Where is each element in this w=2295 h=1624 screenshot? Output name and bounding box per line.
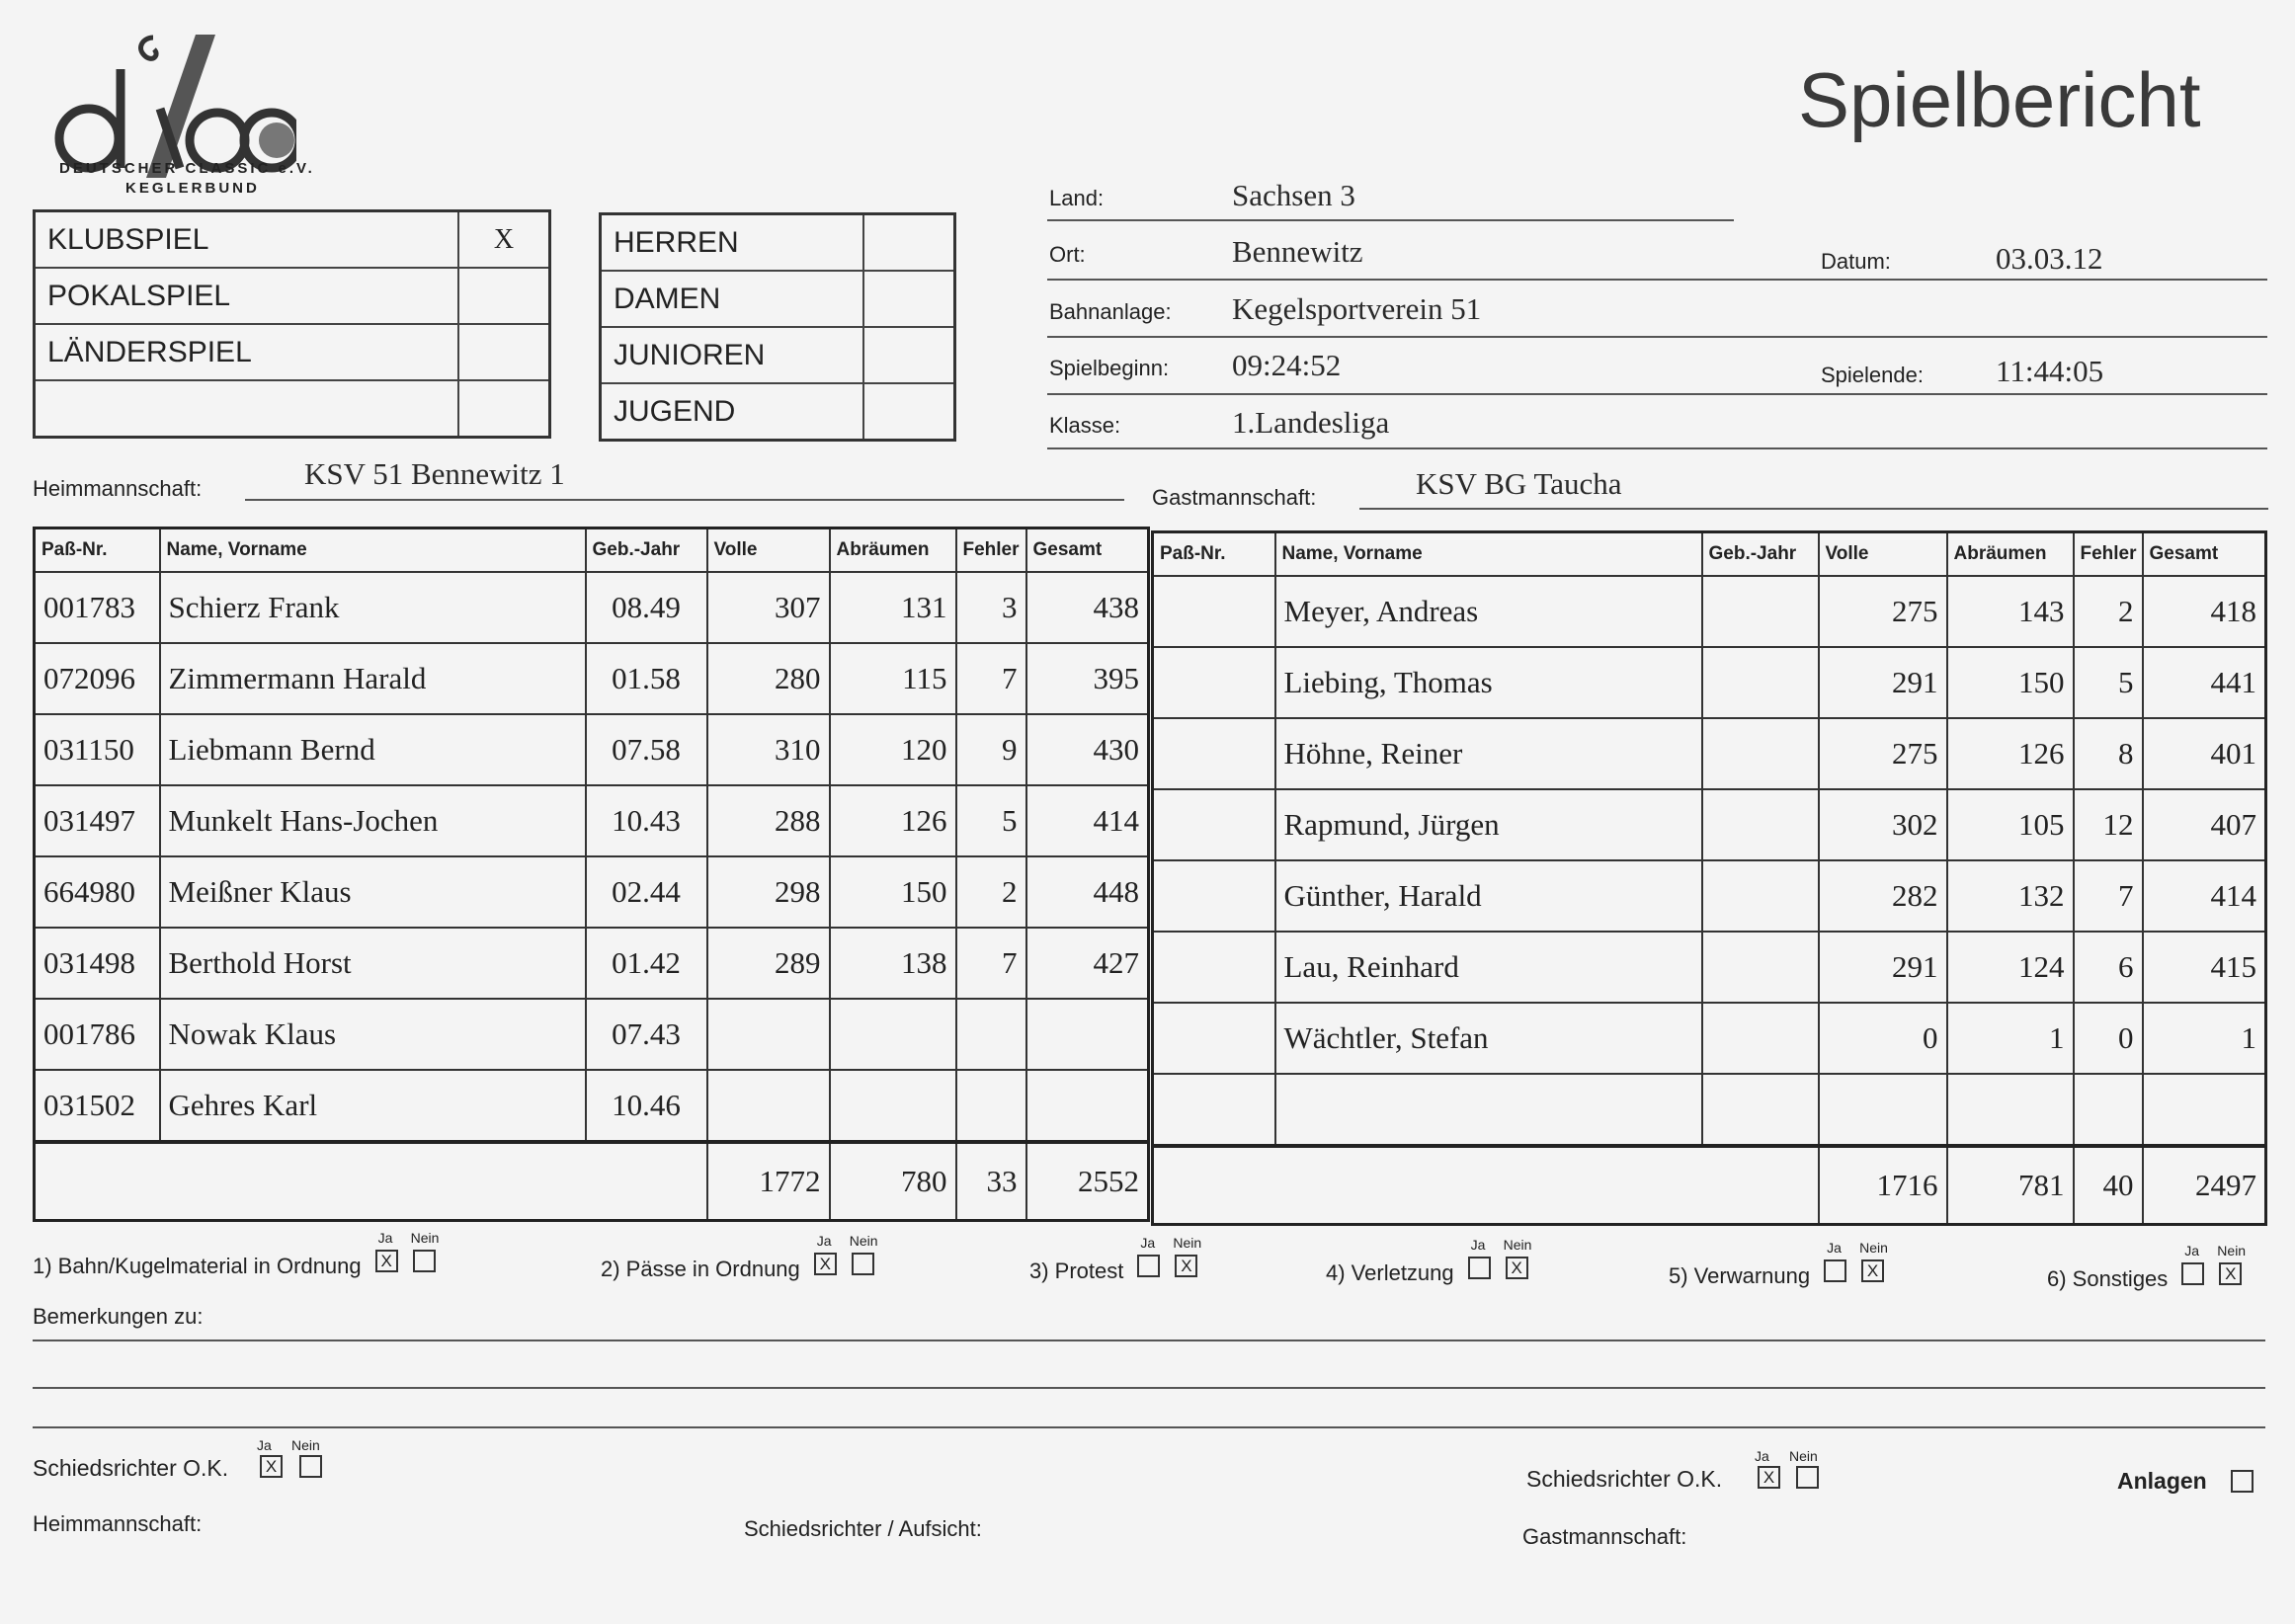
land-label: Land: bbox=[1049, 186, 1105, 210]
guest-cell[interactable]: 126 bbox=[1947, 718, 2074, 789]
page-title: Spielbericht bbox=[1798, 56, 2201, 143]
check-label: 2) Pässe in Ordnung bbox=[601, 1257, 800, 1281]
home-header: Abräumen bbox=[830, 528, 956, 573]
home-cell[interactable]: 10.43 bbox=[586, 785, 707, 856]
guest-cell[interactable] bbox=[2074, 1074, 2143, 1146]
home-cell[interactable]: Nowak Klaus bbox=[160, 999, 586, 1070]
guest-total-cell[interactable]: 40 bbox=[2074, 1146, 2143, 1225]
guest-row bbox=[1153, 789, 2266, 860]
guest-cell[interactable]: Höhne, Reiner bbox=[1275, 718, 1702, 789]
guest-header: Name, Vorname bbox=[1275, 532, 1702, 577]
category-box bbox=[599, 212, 956, 442]
guest-totals-blank bbox=[1153, 1146, 1819, 1225]
guest-row bbox=[1153, 718, 2266, 789]
guest-cell[interactable]: 275 bbox=[1819, 718, 1947, 789]
home-cell[interactable]: 9 bbox=[956, 714, 1026, 785]
guest-cell[interactable]: 1 bbox=[1947, 1003, 2074, 1074]
home-cell[interactable]: Liebmann Bernd bbox=[160, 714, 586, 785]
guest-total-cell[interactable]: 2497 bbox=[2143, 1146, 2266, 1225]
home-header: Volle bbox=[707, 528, 830, 573]
nein-label: Nein bbox=[1859, 1240, 1888, 1256]
check-label: 4) Verletzung bbox=[1326, 1260, 1454, 1285]
guest-cell[interactable] bbox=[2143, 1074, 2266, 1146]
home-cell[interactable]: 120 bbox=[830, 714, 956, 785]
home-cell[interactable] bbox=[707, 999, 830, 1070]
home-cell[interactable]: 5 bbox=[956, 785, 1026, 856]
home-cell[interactable]: 07.43 bbox=[586, 999, 707, 1070]
home-cell[interactable] bbox=[1026, 1070, 1149, 1142]
guest-cell[interactable] bbox=[1153, 932, 1275, 1003]
home-cell[interactable]: 288 bbox=[707, 785, 830, 856]
guest-cell[interactable]: 12 bbox=[2074, 789, 2143, 860]
nein-label: Nein bbox=[291, 1437, 320, 1453]
home-cell[interactable] bbox=[956, 999, 1026, 1070]
game-type-mark[interactable] bbox=[458, 324, 550, 380]
home-cell[interactable]: Meißner Klaus bbox=[160, 856, 586, 928]
guest-cell[interactable] bbox=[1275, 1074, 1702, 1146]
sign-guest-label: Gastmannschaft: bbox=[1522, 1524, 1687, 1549]
ort-label: Ort: bbox=[1049, 242, 1086, 267]
guest-cell[interactable] bbox=[1153, 789, 1275, 860]
ja-label: Ja bbox=[377, 1230, 393, 1246]
guest-cell[interactable] bbox=[1702, 932, 1819, 1003]
guest-cell[interactable]: 291 bbox=[1819, 647, 1947, 718]
guest-cell[interactable]: 282 bbox=[1819, 860, 1947, 932]
home-cell[interactable] bbox=[1026, 999, 1149, 1070]
guest-cell[interactable]: 0 bbox=[2074, 1003, 2143, 1074]
nein-label: Nein bbox=[2217, 1243, 2247, 1259]
home-cell[interactable]: 7 bbox=[956, 928, 1026, 999]
guest-cell[interactable]: 1 bbox=[2143, 1003, 2266, 1074]
referee-nein-checkbox[interactable] bbox=[1796, 1466, 1819, 1489]
game-type-mark[interactable] bbox=[458, 268, 550, 324]
home-team-name[interactable]: KSV 51 Bennewitz 1 bbox=[304, 456, 565, 491]
game-type-label bbox=[35, 380, 459, 438]
check-label: 3) Protest bbox=[1029, 1259, 1124, 1283]
home-cell[interactable]: 031502 bbox=[35, 1070, 160, 1142]
home-cell[interactable]: 10.46 bbox=[586, 1070, 707, 1142]
home-cell[interactable]: Zimmermann Harald bbox=[160, 643, 586, 714]
category-label: HERREN bbox=[601, 214, 864, 272]
ja-label: Ja bbox=[1755, 1448, 1769, 1464]
guest-cell[interactable]: 105 bbox=[1947, 789, 2074, 860]
nein-label: Nein bbox=[410, 1230, 440, 1246]
home-cell[interactable]: 7 bbox=[956, 643, 1026, 714]
nein-checkbox[interactable]: X bbox=[1506, 1257, 1528, 1279]
guest-cell[interactable] bbox=[1153, 718, 1275, 789]
bahnanlage-value[interactable]: Kegelsportverein 51 bbox=[1232, 291, 1482, 326]
sign-home-label: Heimmannschaft: bbox=[33, 1511, 203, 1536]
referee-nein-checkbox[interactable] bbox=[299, 1455, 322, 1478]
home-cell[interactable]: 001783 bbox=[35, 572, 160, 643]
game-type-mark[interactable]: X bbox=[458, 211, 550, 269]
home-row bbox=[35, 643, 1149, 714]
guest-total-cell[interactable]: 781 bbox=[1947, 1146, 2074, 1225]
home-cell[interactable]: 310 bbox=[707, 714, 830, 785]
guest-team-name[interactable]: KSV BG Taucha bbox=[1416, 466, 1622, 501]
datum-label: Datum: bbox=[1821, 249, 1891, 274]
category-label: JUNIOREN bbox=[601, 327, 864, 383]
home-row bbox=[35, 714, 1149, 785]
logo-line2: KEGLERBUND bbox=[125, 180, 260, 197]
guest-cell[interactable]: 275 bbox=[1819, 576, 1947, 647]
referee-ja-checkbox[interactable]: X bbox=[260, 1455, 283, 1478]
guest-cell[interactable] bbox=[1947, 1074, 2074, 1146]
referee-ja-checkbox[interactable]: X bbox=[1758, 1466, 1780, 1489]
home-cell[interactable]: 430 bbox=[1026, 714, 1149, 785]
guest-header: Gesamt bbox=[2143, 532, 2266, 577]
referee-ok-label: Schiedsrichter O.K. bbox=[33, 1455, 229, 1481]
game-type-label: KLUBSPIEL bbox=[35, 211, 459, 269]
ort-value[interactable]: Bennewitz bbox=[1232, 234, 1363, 269]
bahnanlage-label: Bahnanlage: bbox=[1049, 299, 1172, 324]
guest-team-label: Gastmannschaft: bbox=[1152, 485, 1317, 510]
home-cell[interactable]: Gehres Karl bbox=[160, 1070, 586, 1142]
category-mark[interactable] bbox=[863, 327, 955, 383]
home-cell[interactable] bbox=[830, 999, 956, 1070]
guest-row bbox=[1153, 932, 2266, 1003]
guest-cell[interactable]: 143 bbox=[1947, 576, 2074, 647]
ja-checkbox[interactable]: X bbox=[814, 1253, 837, 1275]
nein-label: Nein bbox=[1173, 1235, 1202, 1251]
home-total-cell[interactable]: 2552 bbox=[1026, 1142, 1149, 1221]
ja-label: Ja bbox=[257, 1437, 272, 1453]
home-cell[interactable]: 150 bbox=[830, 856, 956, 928]
home-team-label: Heimmannschaft: bbox=[33, 476, 203, 501]
spielende-label: Spielende: bbox=[1821, 363, 1924, 387]
guest-totals-row bbox=[1153, 1146, 2266, 1225]
home-total-cell[interactable]: 33 bbox=[956, 1142, 1026, 1221]
guest-cell[interactable]: 5 bbox=[2074, 647, 2143, 718]
home-row bbox=[35, 572, 1149, 643]
category-mark[interactable] bbox=[863, 383, 955, 441]
home-cell[interactable]: 298 bbox=[707, 856, 830, 928]
guest-cell[interactable]: Wächtler, Stefan bbox=[1275, 1003, 1702, 1074]
home-totals-row bbox=[35, 1142, 1149, 1221]
guest-cell[interactable] bbox=[1702, 1074, 1819, 1146]
home-header: Geb.-Jahr bbox=[586, 528, 707, 573]
check-item bbox=[1029, 1235, 1202, 1285]
guest-cell[interactable] bbox=[1702, 860, 1819, 932]
guest-cell[interactable] bbox=[1153, 860, 1275, 932]
guest-cell[interactable]: Liebing, Thomas bbox=[1275, 647, 1702, 718]
home-header: Paß-Nr. bbox=[35, 528, 160, 573]
home-cell[interactable] bbox=[830, 1070, 956, 1142]
category-mark[interactable] bbox=[863, 214, 955, 272]
guest-cell[interactable] bbox=[1819, 1074, 1947, 1146]
guest-cell[interactable]: 150 bbox=[1947, 647, 2074, 718]
guest-cell[interactable] bbox=[1153, 647, 1275, 718]
check-label: 6) Sonstiges bbox=[2047, 1266, 2169, 1291]
check-item bbox=[33, 1230, 440, 1280]
home-cell[interactable]: 02.44 bbox=[586, 856, 707, 928]
guest-cell[interactable]: 8 bbox=[2074, 718, 2143, 789]
home-cell[interactable]: 307 bbox=[707, 572, 830, 643]
guest-row bbox=[1153, 576, 2266, 647]
home-cell[interactable]: Schierz Frank bbox=[160, 572, 586, 643]
check-item bbox=[2047, 1243, 2247, 1293]
home-cell[interactable]: 664980 bbox=[35, 856, 160, 928]
home-totals-blank bbox=[35, 1142, 707, 1221]
guest-header: Volle bbox=[1819, 532, 1947, 577]
guest-cell[interactable]: 124 bbox=[1947, 932, 2074, 1003]
ja-checkbox[interactable] bbox=[1468, 1257, 1491, 1279]
guest-cell[interactable]: Rapmund, Jürgen bbox=[1275, 789, 1702, 860]
guest-cell[interactable] bbox=[1153, 1003, 1275, 1074]
nein-checkbox[interactable] bbox=[413, 1250, 436, 1272]
spielbeginn-value[interactable]: 09:24:52 bbox=[1232, 348, 1342, 382]
ja-checkbox[interactable] bbox=[2181, 1262, 2204, 1285]
home-cell[interactable]: 448 bbox=[1026, 856, 1149, 928]
home-header: Fehler bbox=[956, 528, 1026, 573]
guest-cell[interactable] bbox=[1702, 1003, 1819, 1074]
guest-cell[interactable] bbox=[1153, 1074, 1275, 1146]
home-cell[interactable]: 115 bbox=[830, 643, 956, 714]
home-row bbox=[35, 856, 1149, 928]
nein-checkbox[interactable]: X bbox=[1175, 1255, 1197, 1277]
home-cell[interactable] bbox=[707, 1070, 830, 1142]
home-cell[interactable]: 280 bbox=[707, 643, 830, 714]
guest-cell[interactable]: 418 bbox=[2143, 576, 2266, 647]
check-item bbox=[1669, 1240, 1888, 1290]
home-cell[interactable]: 01.42 bbox=[586, 928, 707, 999]
anlagen-label: Anlagen bbox=[2117, 1468, 2207, 1494]
logo-line1: DEUTSCHER CLASSIC e.V. bbox=[59, 160, 315, 177]
nein-label: Nein bbox=[849, 1233, 878, 1249]
klasse-value[interactable]: 1.Landesliga bbox=[1232, 405, 1390, 440]
ja-checkbox[interactable]: X bbox=[375, 1250, 398, 1272]
nein-label: Nein bbox=[1503, 1237, 1532, 1253]
home-header: Name, Vorname bbox=[160, 528, 586, 573]
home-cell[interactable]: 427 bbox=[1026, 928, 1149, 999]
guest-cell[interactable]: 7 bbox=[2074, 860, 2143, 932]
home-cell[interactable]: 031150 bbox=[35, 714, 160, 785]
klasse-label: Klasse: bbox=[1049, 413, 1121, 438]
spielbeginn-label: Spielbeginn: bbox=[1049, 356, 1170, 380]
guest-header: Fehler bbox=[2074, 532, 2143, 577]
home-cell[interactable]: 414 bbox=[1026, 785, 1149, 856]
home-cell[interactable]: 138 bbox=[830, 928, 956, 999]
guest-cell[interactable] bbox=[1702, 576, 1819, 647]
guest-cell[interactable]: Lau, Reinhard bbox=[1275, 932, 1702, 1003]
category-label: DAMEN bbox=[601, 271, 864, 327]
land-value[interactable]: Sachsen 3 bbox=[1232, 178, 1355, 212]
home-total-cell[interactable]: 1772 bbox=[707, 1142, 830, 1221]
check-label: 5) Verwarnung bbox=[1669, 1263, 1811, 1288]
home-row bbox=[35, 1070, 1149, 1142]
nein-checkbox[interactable]: X bbox=[2219, 1262, 2242, 1285]
guest-cell[interactable]: 407 bbox=[2143, 789, 2266, 860]
ja-checkbox[interactable] bbox=[1137, 1255, 1160, 1277]
guest-cell[interactable]: 441 bbox=[2143, 647, 2266, 718]
guest-header: Geb.-Jahr bbox=[1702, 532, 1819, 577]
home-cell[interactable]: 072096 bbox=[35, 643, 160, 714]
home-cell[interactable]: 07.58 bbox=[586, 714, 707, 785]
home-cell[interactable]: 131 bbox=[830, 572, 956, 643]
home-cell[interactable]: 2 bbox=[956, 856, 1026, 928]
home-cell[interactable]: 001786 bbox=[35, 999, 160, 1070]
anlagen-checkbox[interactable] bbox=[2231, 1470, 2254, 1493]
guest-cell[interactable]: Günther, Harald bbox=[1275, 860, 1702, 932]
home-total-cell[interactable]: 780 bbox=[830, 1142, 956, 1221]
home-row bbox=[35, 999, 1149, 1070]
check-item bbox=[601, 1233, 878, 1283]
game-type-box bbox=[33, 209, 551, 439]
guest-row bbox=[1153, 1074, 2266, 1146]
home-cell[interactable]: 395 bbox=[1026, 643, 1149, 714]
home-cell[interactable]: 289 bbox=[707, 928, 830, 999]
home-cell[interactable]: Berthold Horst bbox=[160, 928, 586, 999]
ja-label: Ja bbox=[1470, 1237, 1486, 1253]
guest-row bbox=[1153, 860, 2266, 932]
guest-cell[interactable] bbox=[1153, 576, 1275, 647]
ja-label: Ja bbox=[1827, 1240, 1842, 1256]
spielende-value[interactable]: 11:44:05 bbox=[1996, 354, 2104, 388]
guest-cell[interactable]: 0 bbox=[1819, 1003, 1947, 1074]
guest-cell[interactable]: Meyer, Andreas bbox=[1275, 576, 1702, 647]
ja-label: Ja bbox=[2184, 1243, 2200, 1259]
check-label: 1) Bahn/Kugelmaterial in Ordnung bbox=[33, 1254, 362, 1278]
guest-cell[interactable]: 415 bbox=[2143, 932, 2266, 1003]
home-cell[interactable]: 031497 bbox=[35, 785, 160, 856]
check-item bbox=[1326, 1237, 1532, 1287]
guest-cell[interactable]: 2 bbox=[2074, 576, 2143, 647]
ja-label: Ja bbox=[816, 1233, 832, 1249]
guest-cell[interactable]: 302 bbox=[1819, 789, 1947, 860]
remarks-label: Bemerkungen zu: bbox=[33, 1304, 204, 1329]
home-score-table bbox=[33, 527, 1150, 1222]
nein-checkbox[interactable]: X bbox=[1861, 1259, 1884, 1282]
nein-label: Nein bbox=[1789, 1448, 1818, 1464]
home-cell[interactable] bbox=[956, 1070, 1026, 1142]
home-cell[interactable]: 126 bbox=[830, 785, 956, 856]
guest-total-cell[interactable]: 1716 bbox=[1819, 1146, 1947, 1225]
guest-cell[interactable]: 414 bbox=[2143, 860, 2266, 932]
datum-value[interactable]: 03.03.12 bbox=[1996, 241, 2103, 276]
category-mark[interactable] bbox=[863, 271, 955, 327]
guest-cell[interactable]: 291 bbox=[1819, 932, 1947, 1003]
game-type-mark[interactable] bbox=[458, 380, 550, 438]
home-header: Gesamt bbox=[1026, 528, 1149, 573]
category-label: JUGEND bbox=[601, 383, 864, 441]
sign-referee-label: Schiedsrichter / Aufsicht: bbox=[744, 1516, 982, 1541]
home-cell[interactable]: 08.49 bbox=[586, 572, 707, 643]
ja-checkbox[interactable] bbox=[1824, 1259, 1846, 1282]
guest-row bbox=[1153, 1003, 2266, 1074]
home-cell[interactable]: 031498 bbox=[35, 928, 160, 999]
guest-cell[interactable] bbox=[1702, 718, 1819, 789]
guest-cell[interactable] bbox=[1702, 789, 1819, 860]
guest-row bbox=[1153, 647, 2266, 718]
guest-score-table bbox=[1151, 530, 2267, 1226]
home-cell[interactable]: 438 bbox=[1026, 572, 1149, 643]
guest-cell[interactable]: 401 bbox=[2143, 718, 2266, 789]
guest-header: Paß-Nr. bbox=[1153, 532, 1275, 577]
guest-cell[interactable] bbox=[1702, 647, 1819, 718]
home-cell[interactable]: 01.58 bbox=[586, 643, 707, 714]
home-cell[interactable]: Munkelt Hans-Jochen bbox=[160, 785, 586, 856]
guest-cell[interactable]: 6 bbox=[2074, 932, 2143, 1003]
nein-checkbox[interactable] bbox=[852, 1253, 874, 1275]
ja-label: Ja bbox=[1140, 1235, 1156, 1251]
home-cell[interactable]: 3 bbox=[956, 572, 1026, 643]
game-type-label: POKALSPIEL bbox=[35, 268, 459, 324]
game-type-label: LÄNDERSPIEL bbox=[35, 324, 459, 380]
home-row bbox=[35, 785, 1149, 856]
referee-ok-label: Schiedsrichter O.K. bbox=[1526, 1466, 1723, 1492]
guest-cell[interactable]: 132 bbox=[1947, 860, 2074, 932]
guest-header: Abräumen bbox=[1947, 532, 2074, 577]
home-row bbox=[35, 928, 1149, 999]
